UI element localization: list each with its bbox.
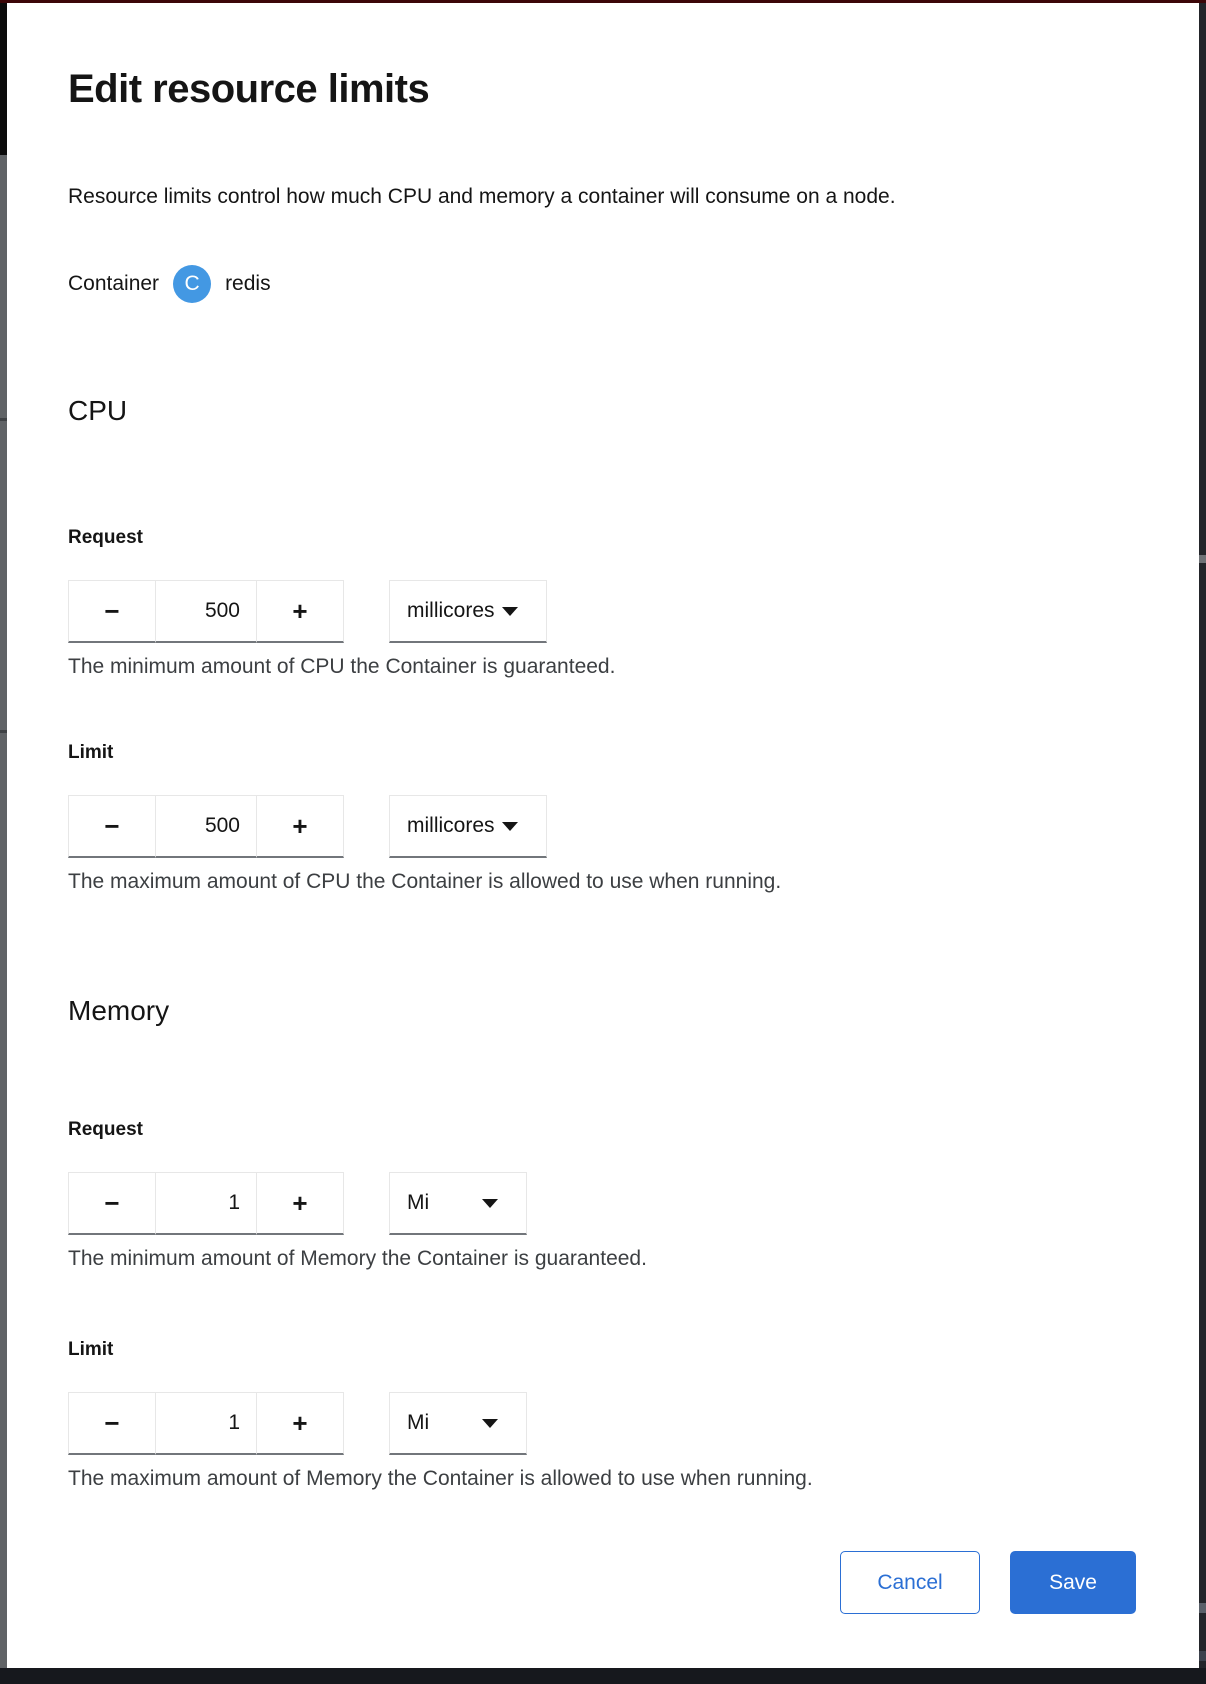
memory-limit-number-input — [68, 1392, 343, 1455]
page-edge-divider — [0, 730, 7, 733]
container-badge-icon: C — [173, 265, 211, 303]
memory-limit-field — [68, 1339, 1148, 1509]
unit-dropdown-value: millicores — [407, 599, 495, 622]
decrement-button[interactable] — [68, 795, 156, 858]
decrement-button[interactable] — [68, 580, 156, 643]
field-label: Request — [68, 1119, 143, 1140]
field-helper-text: The maximum amount of Memory the Container is allowed to use when running. — [68, 1467, 813, 1490]
plus-icon: + — [292, 1407, 308, 1438]
cpu-request-number-input — [68, 580, 343, 643]
page-edge-fragment — [1199, 555, 1206, 563]
container-label: Container — [68, 272, 160, 295]
caret-down-icon — [482, 1419, 498, 1428]
plus-icon: + — [292, 1187, 308, 1218]
memory-request-number-input — [68, 1172, 343, 1235]
field-label: Limit — [68, 1339, 114, 1360]
container-name: redis — [225, 272, 271, 295]
plus-icon: + — [292, 810, 308, 841]
minus-icon: − — [104, 595, 120, 626]
plus-icon: + — [292, 595, 308, 626]
increment-button[interactable] — [256, 1172, 344, 1235]
field-helper-text: The minimum amount of Memory the Container is guaranteed. — [68, 1247, 647, 1270]
caret-down-icon — [502, 822, 518, 831]
unit-dropdown-value: millicores — [407, 814, 495, 837]
page-edge-left-dark — [0, 3, 7, 155]
field-label: Limit — [68, 742, 114, 763]
save-button[interactable]: Save — [1010, 1551, 1136, 1614]
decrement-button[interactable] — [68, 1392, 156, 1455]
increment-button[interactable] — [256, 580, 344, 643]
caret-down-icon — [502, 607, 518, 616]
cancel-button[interactable]: Cancel — [840, 1551, 980, 1614]
cpu-request-field — [68, 527, 1148, 697]
unit-dropdown-value: Mi — [407, 1191, 430, 1214]
field-label: Request — [68, 527, 143, 548]
memory-request-value-input[interactable] — [155, 1172, 257, 1235]
cpu-limit-field — [68, 742, 1148, 912]
cpu-request-value-input[interactable] — [155, 580, 257, 643]
page-edge-divider — [0, 418, 7, 421]
cpu-limit-number-input — [68, 795, 343, 858]
decrement-button[interactable] — [68, 1172, 156, 1235]
memory-request-unit-dropdown[interactable] — [389, 1172, 527, 1235]
page-edge-right — [1199, 3, 1206, 1668]
edit-resource-limits-dialog — [7, 3, 1199, 1668]
dialog-description: Resource limits control how much CPU and memory a container will consume on a node. — [68, 185, 896, 208]
field-helper-text: The maximum amount of CPU the Container is allowed to use when running. — [68, 870, 782, 893]
increment-button[interactable] — [256, 1392, 344, 1455]
dialog-footer — [840, 1551, 1136, 1614]
page-edge-bottom — [0, 1668, 1206, 1684]
increment-button[interactable] — [256, 795, 344, 858]
memory-request-field — [68, 1119, 1148, 1289]
page-edge-fragment — [1199, 1603, 1206, 1613]
unit-dropdown-value: Mi — [407, 1411, 430, 1434]
minus-icon: − — [104, 1407, 120, 1438]
memory-limit-unit-dropdown[interactable] — [389, 1392, 527, 1455]
page-edge-left-gray — [0, 155, 7, 1668]
cpu-limit-value-input[interactable] — [155, 795, 257, 858]
cpu-request-unit-dropdown[interactable] — [389, 580, 547, 643]
minus-icon: − — [104, 810, 120, 841]
memory-limit-value-input[interactable] — [155, 1392, 257, 1455]
dialog-title: Edit resource limits — [68, 67, 430, 111]
cpu-limit-unit-dropdown[interactable] — [389, 795, 547, 858]
caret-down-icon — [482, 1199, 498, 1208]
minus-icon: − — [104, 1187, 120, 1218]
field-helper-text: The minimum amount of CPU the Container is guaranteed. — [68, 655, 616, 678]
section-heading-memory: Memory — [68, 995, 170, 1026]
section-heading-cpu: CPU — [68, 395, 128, 426]
container-row — [68, 265, 271, 303]
page-edge-fragment — [1199, 1651, 1206, 1661]
